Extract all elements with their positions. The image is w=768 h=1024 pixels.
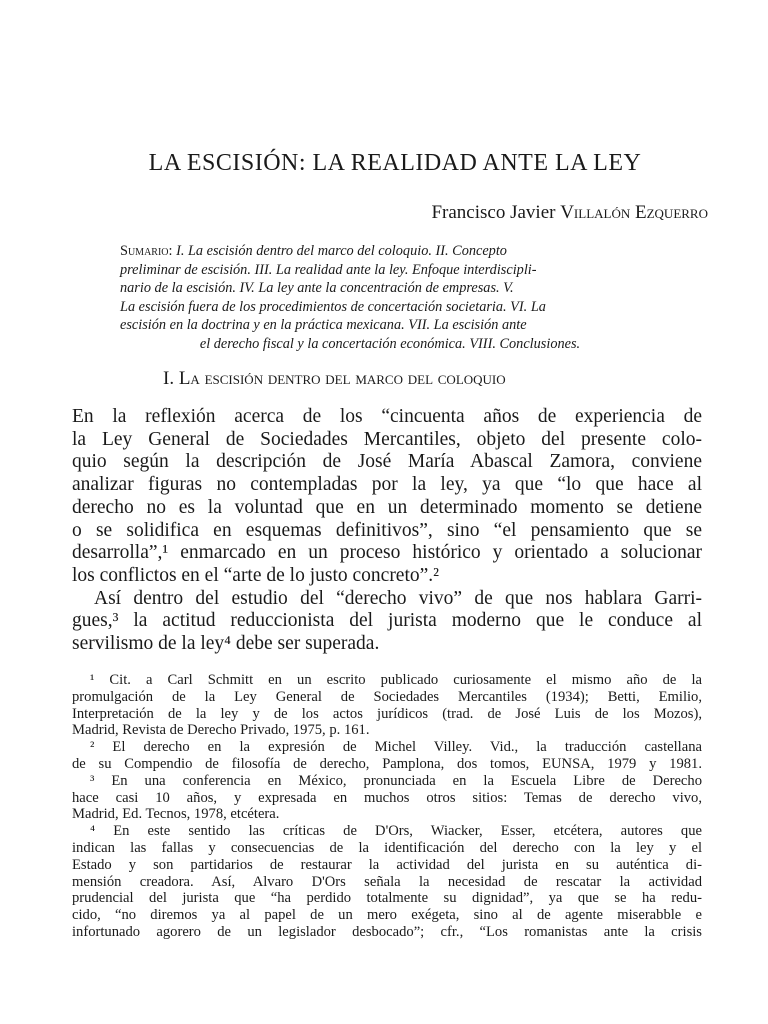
footnote-line: Madrid, Ed. Tecnos, 1978, etcétera. [72, 806, 280, 823]
summary-line: preliminar de escisión. III. La realidad ante la ley. Enfoque interdiscipli- [120, 261, 537, 278]
footnote-line: Madrid, Revista de Derecho Privado, 1975, p. 161. [72, 722, 370, 739]
body-text [72, 406, 702, 656]
author-given-name: Francisco Javier [431, 202, 556, 223]
section-number: I. [163, 368, 175, 389]
body-line: servilismo de la ley⁴ debe ser superada. [72, 633, 380, 655]
body-line: la Ley General de Sociedades Mercantiles, objeto del presente colo- [72, 428, 702, 450]
article-title: LA ESCISIÓN: LA REALIDAD ANTE LA LEY [148, 150, 642, 176]
footnote-line: prudencial del jurista que “ha perdido totalmente su dignidad”, ya que se ha redu- [72, 890, 702, 907]
footnote-line: mensión creadora. Así, Alvaro D'Ors señala la necesidad de rescatar la actividad [72, 873, 702, 890]
body-line: los conflictos en el “arte de lo justo concreto”.² [72, 564, 440, 586]
summary-line: el derecho fiscal y la concertación económica. VIII. Conclusiones. [199, 335, 581, 352]
summary-line-text: I. La escisión dentro del marco del coloquio. II. Concepto [176, 243, 507, 259]
body-line: analizar figuras no contempladas por la ley, ya que “lo que hace al [72, 474, 702, 496]
footnote-line: Estado y son partidarios de restaurar la actividad del jurista en su auténtica di- [72, 856, 702, 873]
section-title: La escisión dentro del marco del coloquio [178, 368, 506, 389]
body-line: gues,³ la actitud reduccionista del jurista moderno que le conduce al [72, 610, 702, 632]
footnote-line: promulgación de la Ley General de Sociedades Mercantiles (1934); Betti, Emilio, [72, 688, 702, 705]
body-line: Así dentro del estudio del “derecho vivo” de que nos hablara Garri- [94, 587, 702, 609]
footnote-line: hace casi 10 años, y expresada en muchos otros sitios: Temas de derecho vivo, [72, 789, 702, 806]
author-surname: Villalón Ezquerro [560, 202, 708, 223]
section-heading [163, 368, 506, 390]
body-line: o se solidifica en esquemas definitivos”, sino “el pensamiento que se [72, 519, 702, 541]
summary-line: La escisión fuera de los procedimientos de concertación societaria. VI. La [120, 298, 546, 315]
footnote-line: ⁴ En este sentido las críticas de D'Ors, Wiacker, Esser, etcétera, autores que [90, 823, 702, 840]
summary-block [120, 242, 660, 354]
footnote-line: indican las fallas y consecuencias de la identificación del derecho con la ley y el [72, 839, 702, 856]
footnote-line: cido, “no diremos ya al papel de un mero exégeta, sino al de agente miserabble e [72, 907, 702, 924]
summary-line [120, 242, 660, 261]
body-line: desarrolla”,¹ enmarcado en un proceso histórico y orientado a solucionar [72, 542, 702, 564]
footnote-line: ² El derecho en la expresión de Michel Villey. Vid., la traducción castellana [90, 739, 702, 756]
footnote-line: de su Compendio de filosofía de derecho, Pamplona, dos tomos, EUNSA, 1979 y 1981. [72, 755, 702, 772]
author-name [431, 202, 708, 224]
summary-line: escisión en la doctrina y en la práctica mexicana. VII. La escisión ante [120, 317, 527, 334]
footnote-line: ³ En una conferencia en México, pronunciada en la Escuela Libre de Derecho [90, 772, 702, 789]
summary-line: nario de la escisión. IV. La ley ante la concentración de empresas. V. [120, 280, 514, 297]
summary-label: Sumario: [120, 243, 173, 259]
body-line: quio según la descripción de José María Abascal Zamora, conviene [72, 451, 702, 473]
footnote-line: infortunado agorero de un legislador desbocado”; cfr., “Los romanistas ante la crisis [72, 923, 702, 940]
body-line: En la reflexión acerca de los “cincuenta años de experiencia de [72, 406, 702, 427]
footnote-line: Interpretación de la ley y de los actos jurídicos (trad. de José Luis de los Mozos), [72, 705, 702, 722]
footnote-line: ¹ Cit. a Carl Schmitt en un escrito publicado curiosamente el mismo año de la [90, 672, 702, 688]
body-line: derecho no es la voluntad que en un determinado momento se detiene [72, 496, 702, 518]
footnotes [72, 672, 702, 941]
